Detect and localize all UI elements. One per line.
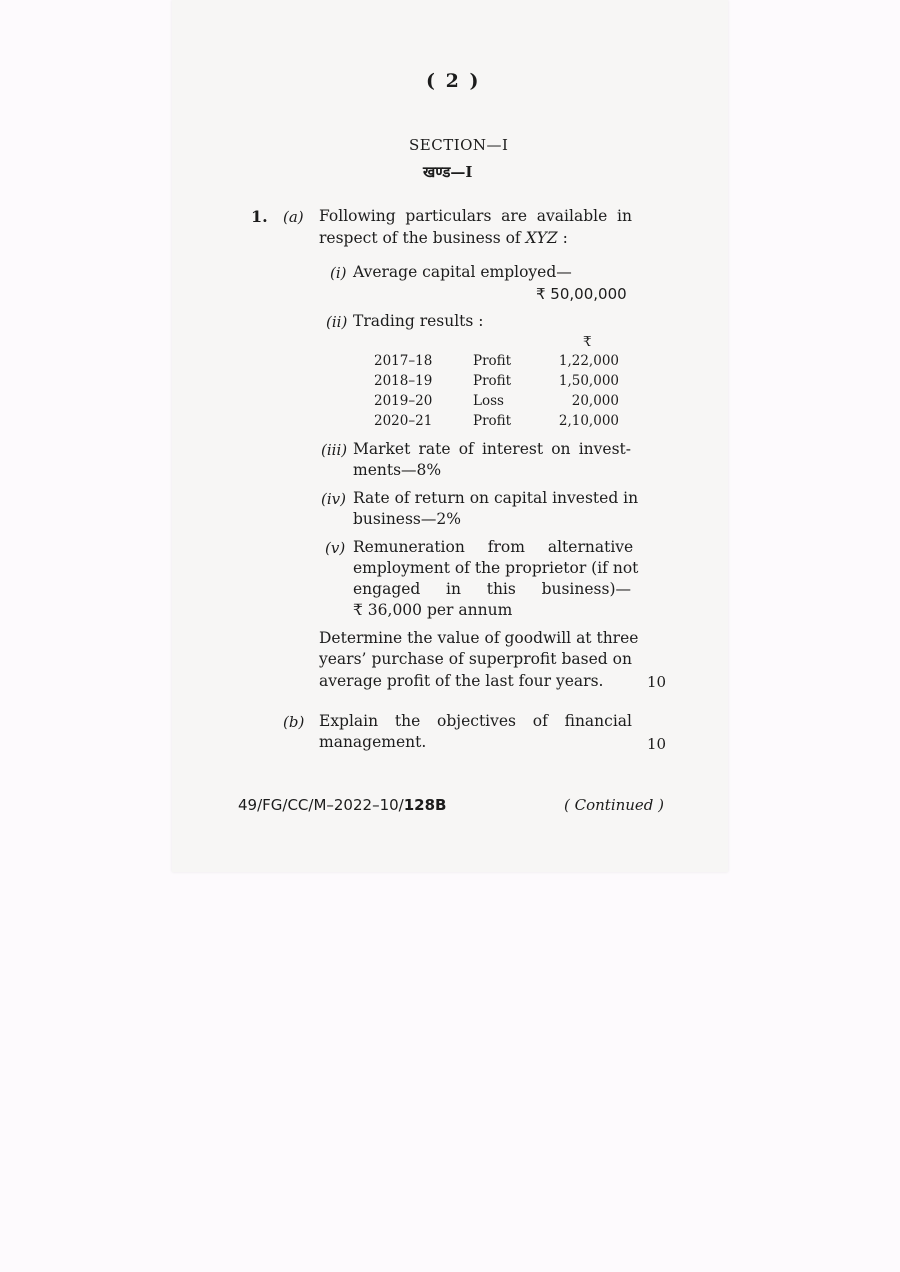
page-number: ( 2 )	[426, 70, 481, 92]
part-b-line1: Explain the objectives of financial	[319, 712, 632, 730]
continued-label: ( Continued )	[564, 796, 665, 814]
item-iv-line1: Rate of return on capital invested in	[353, 489, 639, 507]
table-row-type: Loss	[473, 393, 504, 409]
paper-code: 49/FG/CC/M–2022–10/128B	[238, 796, 447, 814]
part-b-label: (b)	[283, 713, 305, 731]
table-row-year: 2019–20	[374, 393, 433, 409]
item-v-line1: Remuneration from alternative	[353, 538, 634, 556]
part-a-intro-line1: Following particulars are available in	[319, 207, 632, 225]
conclusion-line1: Determine the value of goodwill at three	[319, 629, 639, 647]
item-i-value: ₹ 50,00,000	[536, 285, 627, 303]
part-b-line2: management.	[319, 733, 427, 751]
item-v-label: (v)	[325, 539, 346, 557]
table-row-year: 2020–21	[374, 413, 433, 429]
section-title: SECTION—I	[409, 136, 509, 154]
item-v-line3: engaged in this business)—	[353, 580, 631, 598]
table-row-type: Profit	[473, 353, 512, 369]
table-row-amount: 2,10,000	[558, 413, 619, 429]
item-iii-label: (iii)	[321, 441, 348, 459]
question-number: 1.	[251, 207, 268, 226]
section-hindi-title: खण्ड—I	[423, 163, 473, 181]
table-row-amount: 20,000	[571, 393, 619, 409]
table-row-year: 2018–19	[374, 373, 433, 389]
table-row-amount: 1,22,000	[558, 353, 619, 369]
part-a-marks: 10	[647, 673, 667, 691]
currency-header: ₹	[583, 334, 592, 350]
item-v-line2: employment of the proprietor (if not	[353, 559, 639, 577]
item-ii-text: Trading results :	[353, 312, 484, 330]
item-i-text: Average capital employed—	[353, 263, 572, 281]
table-row-type: Profit	[473, 373, 512, 389]
company-name: XYZ	[525, 229, 558, 247]
item-ii-label: (ii)	[326, 313, 348, 331]
item-i-label: (i)	[330, 264, 347, 282]
table-row-year: 2017–18	[374, 353, 433, 369]
item-iii-line1: Market rate of interest on invest-	[353, 440, 631, 458]
table-row-amount: 1,50,000	[558, 373, 619, 389]
part-a-intro-line2: respect of the business of XYZ :	[319, 229, 568, 247]
item-v-line4: ₹ 36,000 per annum	[353, 601, 513, 619]
item-iv-line2: business—2%	[353, 510, 461, 528]
part-a-label: (a)	[283, 208, 304, 226]
item-iii-line2: ments—8%	[353, 461, 442, 479]
part-b-marks: 10	[647, 735, 667, 753]
conclusion-line3: average profit of the last four years.	[319, 672, 604, 690]
table-row-type: Profit	[473, 413, 512, 429]
conclusion-line2: years’ purchase of superprofit based on	[319, 650, 632, 668]
paper-sheet	[172, 0, 728, 872]
item-iv-label: (iv)	[321, 490, 346, 508]
